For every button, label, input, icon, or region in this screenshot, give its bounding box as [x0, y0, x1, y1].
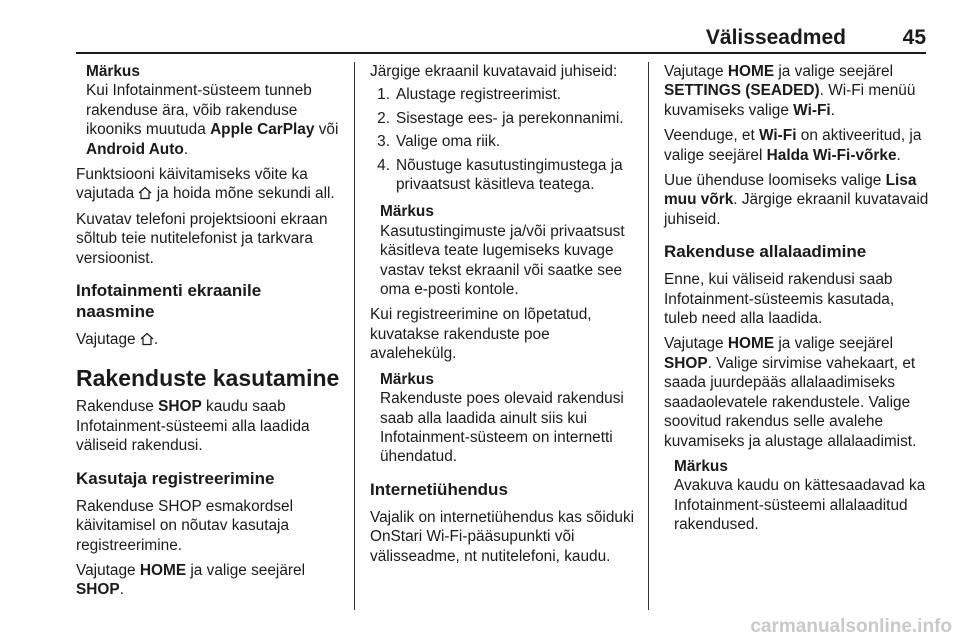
paragraph: [664, 171, 930, 229]
column-2: [370, 62, 636, 572]
paragraph: Rakenduse SHOP esmakordsel käivitamisel on nõutav kasutaja registreerimine.: [76, 497, 294, 554]
bold-text: Wi-Fi: [793, 101, 831, 119]
header-rule: [76, 52, 926, 54]
list-item: [370, 109, 636, 128]
paragraph: [664, 126, 930, 165]
text: Kui Infotainment-süsteem tunneb rakenduse ära, võib rakenduse ikooniks muutuda: [86, 82, 312, 139]
column-1: [76, 62, 342, 606]
text: ja hoida mõne sekundi all.: [152, 185, 335, 203]
heading-user-registration: Kasutaja registreerimine: [76, 468, 275, 488]
paragraph: Järgige ekraanil kuvatavaid juhiseid:: [370, 63, 618, 80]
bold-text: Wi-Fi: [759, 127, 797, 145]
bold-text: SETTINGS (SEADED): [664, 82, 820, 100]
paragraph: [76, 397, 342, 455]
text: kaudu saab Infotainment-süsteemi alla laadida väliseid rakendusi.: [76, 398, 310, 455]
heading-internet-connection: Internetiühendus: [370, 479, 508, 499]
bold-text: Apple CarPlay: [210, 121, 315, 139]
step-number: 2.: [377, 109, 390, 127]
note-title: Märkus: [674, 457, 728, 475]
text: . Wi-Fi menüü kuvamiseks valige: [664, 82, 916, 119]
step-text: Nõustuge kasutustingimustega ja privaatsust käsitleva teatega.: [396, 156, 623, 194]
bold-text: SHOP: [76, 581, 120, 599]
paragraph: Vajalik on internetiühendus kas sõiduki OnStari Wi-Fi-pääsupunkti või välisseadme, nt nutitelefoni, kaudu.: [370, 508, 635, 565]
paragraph: Kuvatav telefoni projektsiooni ekraan sõltub teie nutitelefonist ja tarkvara versioonist.: [76, 210, 328, 267]
text: ja valige seejärel: [186, 561, 306, 579]
text: .: [183, 140, 189, 158]
column-divider-2: [648, 62, 649, 610]
note-title: Märkus: [86, 63, 140, 80]
text: Vajutage: [664, 63, 728, 80]
step-number: 4.: [377, 156, 390, 174]
text: .: [153, 331, 159, 349]
note-terms: [370, 202, 636, 299]
text: ja valige seejärel: [774, 335, 894, 353]
paragraph: [664, 334, 930, 450]
bold-text: Android Auto: [86, 140, 184, 158]
note-home-apps: [664, 457, 930, 535]
step-number: 1.: [377, 86, 390, 104]
paragraph: [664, 62, 930, 120]
text: . Järgige ekraanil kuvatavaid juhiseid.: [664, 191, 929, 228]
paragraph: [76, 165, 342, 204]
text: Uue ühenduse loomiseks valige: [664, 172, 886, 190]
bold-text: HOME: [727, 63, 775, 80]
step-number: 3.: [377, 133, 390, 151]
note-text: Rakenduste poes olevaid rakendusi saab alla laadida ainult siis kui Infotainment-süsteem on internetti ühendatud.: [380, 390, 624, 466]
list-item: [370, 85, 636, 104]
list-item: [370, 156, 636, 195]
bold-text: Halda Wi-Fi-võrke: [766, 146, 897, 164]
watermark: carmanualsonline.info: [750, 616, 952, 637]
bold-text: Lisa muu võrk: [664, 172, 917, 209]
step-text: Valige oma riik.: [396, 133, 501, 151]
text: Rakenduse: [76, 398, 159, 416]
heading-using-apps: Rakenduste kasutamine: [76, 365, 340, 392]
bold-text: SHOP: [158, 398, 202, 416]
note-download: [370, 370, 636, 467]
heading-infotainment-return: Infotainmenti ekraanile naasmine: [76, 281, 262, 322]
home-icon: [140, 332, 154, 346]
steps-list: [370, 85, 636, 194]
text: .: [119, 581, 124, 599]
step-text: Sisestage ees- ja perekonnanimi.: [396, 109, 624, 127]
bold-text: HOME: [727, 335, 775, 353]
page-header: [76, 24, 926, 52]
text: on aktiveeritud, ja valige seejärel: [664, 127, 922, 164]
text: ja valige seejärel: [774, 63, 894, 80]
text: või: [314, 121, 339, 139]
text: Funktsiooni käivitamiseks võite ka vajutada: [76, 166, 308, 203]
text: Vajutage: [76, 561, 140, 579]
note-carplay: [76, 62, 342, 159]
text: .: [896, 146, 901, 164]
column-divider-1: [354, 62, 355, 610]
paragraph: [76, 330, 342, 349]
paragraph: Enne, kui väliseid rakendusi saab Infotainment-süsteemis kasutada, tuleb need alla laadida.: [664, 271, 895, 328]
section-title: Välisseadmed: [705, 26, 846, 49]
text: Vajutage: [664, 335, 728, 353]
note-title: Märkus: [380, 370, 434, 388]
note-title: Märkus: [380, 203, 434, 221]
paragraph: Kui registreerimine on lõpetatud, kuvatakse rakenduste poe avalehekülg.: [370, 306, 592, 363]
text: .: [830, 101, 835, 119]
page-number: 45: [902, 26, 926, 49]
note-text: [86, 81, 342, 159]
note-text: Kasutustingimuste ja/või privaatsust käsitleva teate lugemiseks kuvage vastav tekst ekraanil või saatke see oma e-posti kontole.: [380, 222, 625, 299]
note-text: Avakuva kaudu on kättesaadavad ka Infotainment-süsteemi allalaaditud rakendused.: [674, 477, 926, 534]
heading-app-download: Rakenduse allalaadimine: [664, 242, 867, 262]
column-3: [664, 62, 930, 541]
step-text: Alustage registreerimist.: [396, 86, 562, 104]
text: . Valige sirvimise vahekaart, et saada juurdepääs allalaadimiseks saadaolevatele rakendustele. Valige soovitud rakendus selle avalehe kuvamiseks ja alustage allalaadimist.: [664, 354, 917, 450]
home-icon: [138, 186, 152, 200]
bold-text: SHOP: [664, 354, 708, 372]
text: Vajutage: [76, 331, 140, 349]
bold-text: HOME: [139, 561, 187, 579]
paragraph: [76, 561, 342, 600]
text: Veenduge, et: [664, 127, 759, 145]
list-item: [370, 132, 636, 151]
